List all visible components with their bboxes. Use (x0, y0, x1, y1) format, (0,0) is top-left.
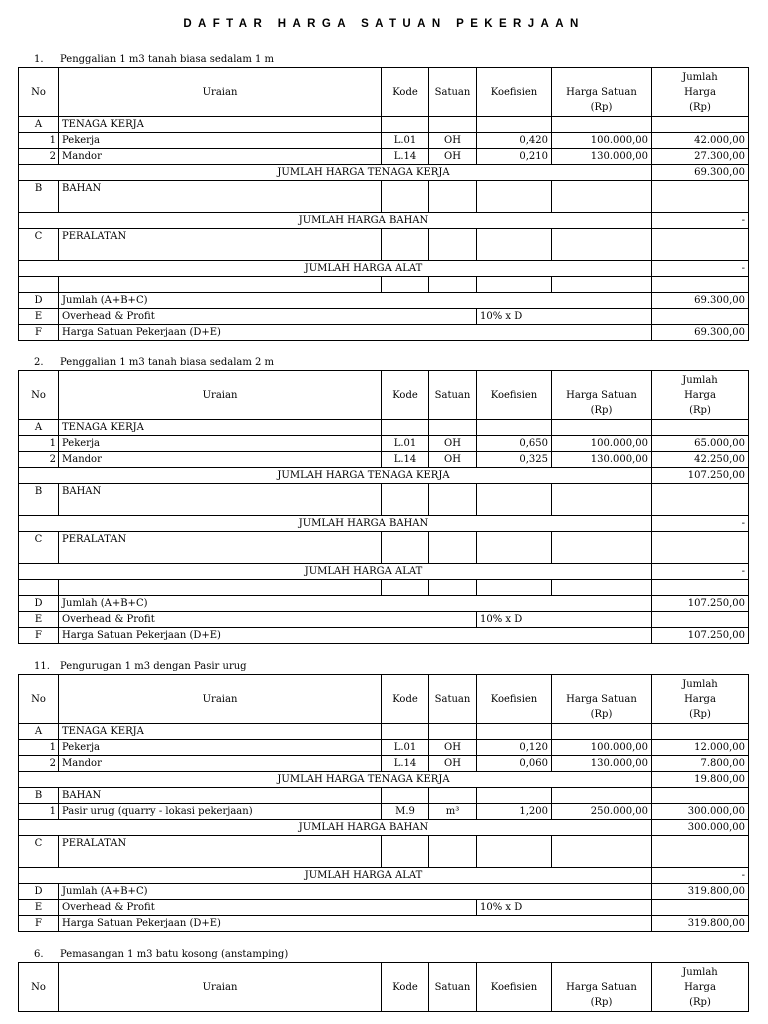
cost-table (18, 962, 749, 1012)
cost-table (18, 370, 749, 644)
section-number: 11. (34, 661, 50, 672)
header-kode: Kode (382, 371, 429, 420)
subtotal-row-alat: JUMLAH HARGA ALAT - (19, 564, 749, 580)
header-harga-satuan: Harga Satuan (Rp) (552, 68, 652, 117)
section-heading (18, 660, 749, 674)
header-row (19, 963, 749, 1012)
header-uraian: Uraian (59, 371, 382, 420)
total-row-d: D Jumlah (A+B+C) 69.300,00 (19, 293, 749, 309)
cost-table (18, 67, 749, 341)
total-row-f: F Harga Satuan Pekerjaan (D+E) 107.250,00 (19, 628, 749, 644)
header-no: No (19, 963, 59, 1012)
header-uraian: Uraian (59, 68, 382, 117)
table-row: 1 Pekerja L.01 OH 0,120 100.000,00 12.000,00 (19, 740, 749, 756)
section-1 (18, 53, 749, 341)
group-row-peralatan: C PERALATAN (19, 836, 749, 868)
table-row: 1 Pekerja L.01 OH 0,650 100.000,00 65.000,00 (19, 436, 749, 452)
section-heading (18, 356, 749, 370)
header-satuan: Satuan (429, 371, 477, 420)
page-title: DAFTAR HARGA SATUAN PEKERJAAN (183, 18, 585, 30)
total-row-e: E Overhead & Profit 10% x D (19, 309, 749, 325)
group-row-bahan: B BAHAN (19, 788, 749, 804)
header-harga-satuan: Harga Satuan (Rp) (552, 675, 652, 724)
section-11 (18, 660, 749, 932)
group-row-bahan: B BAHAN (19, 484, 749, 516)
total-row-e: E Overhead & Profit 10% x D (19, 612, 749, 628)
header-kode: Kode (382, 963, 429, 1012)
total-row-e: E Overhead & Profit 10% x D (19, 900, 749, 916)
total-row-d: D Jumlah (A+B+C) 319.800,00 (19, 884, 749, 900)
header-row (19, 675, 749, 724)
section-name: Penggalian 1 m3 tanah biasa sedalam 2 m (60, 357, 275, 368)
subtotal-row-bahan: JUMLAH HARGA BAHAN 300.000,00 (19, 820, 749, 836)
table-row: 1 Pekerja L.01 OH 0,420 100.000,00 42.000,00 (19, 133, 749, 149)
header-uraian: Uraian (59, 963, 382, 1012)
total-row-f: F Harga Satuan Pekerjaan (D+E) 319.800,00 (19, 916, 749, 932)
subtotal-row-bahan: JUMLAH HARGA BAHAN - (19, 516, 749, 532)
section-name: Pengurugan 1 m3 dengan Pasir urug (60, 661, 247, 672)
header-jumlah-harga: Jumlah Harga (Rp) (652, 963, 749, 1012)
header-satuan: Satuan (429, 68, 477, 117)
header-harga-satuan: Harga Satuan (Rp) (552, 963, 652, 1012)
section-2 (18, 356, 749, 644)
spacer-row (19, 277, 749, 293)
header-row (19, 371, 749, 420)
total-row-f: F Harga Satuan Pekerjaan (D+E) 69.300,00 (19, 325, 749, 341)
header-jumlah-harga: Jumlah Harga (Rp) (652, 675, 749, 724)
section-6 (18, 948, 749, 1012)
section-number: 2. (34, 357, 44, 368)
subtotal-row-alat: JUMLAH HARGA ALAT - (19, 868, 749, 884)
header-jumlah-harga: Jumlah Harga (Rp) (652, 68, 749, 117)
subtotal-row-tenaga: JUMLAH HARGA TENAGA KERJA 107.250,00 (19, 468, 749, 484)
table-row: 2 Mandor L.14 OH 0,060 130.000,00 7.800,00 (19, 756, 749, 772)
header-row (19, 68, 749, 117)
section-number: 1. (34, 54, 44, 65)
header-harga-satuan: Harga Satuan (Rp) (552, 371, 652, 420)
header-uraian: Uraian (59, 675, 382, 724)
header-no: No (19, 68, 59, 117)
header-koefisien: Koefisien (477, 963, 552, 1012)
header-koefisien: Koefisien (477, 675, 552, 724)
table-row: 1 Pasir urug (quarry - lokasi pekerjaan) M.9 m³ 1,200 250.000,00 300.000,00 (19, 804, 749, 820)
group-row-peralatan: C PERALATAN (19, 532, 749, 564)
header-jumlah-harga: Jumlah Harga (Rp) (652, 371, 749, 420)
header-satuan: Satuan (429, 675, 477, 724)
subtotal-row-alat: JUMLAH HARGA ALAT - (19, 261, 749, 277)
group-row-tenaga: A TENAGA KERJA (19, 117, 749, 133)
section-number: 6. (34, 949, 44, 960)
group-row-peralatan: C PERALATAN (19, 229, 749, 261)
subtotal-row-bahan: JUMLAH HARGA BAHAN - (19, 213, 749, 229)
header-koefisien: Koefisien (477, 371, 552, 420)
header-koefisien: Koefisien (477, 68, 552, 117)
header-no: No (19, 371, 59, 420)
section-name: Penggalian 1 m3 tanah biasa sedalam 1 m (60, 54, 275, 65)
section-name: Pemasangan 1 m3 batu kosong (anstamping) (60, 949, 289, 960)
header-kode: Kode (382, 675, 429, 724)
table-row: 2 Mandor L.14 OH 0,210 130.000,00 27.300,00 (19, 149, 749, 165)
subtotal-row-tenaga: JUMLAH HARGA TENAGA KERJA 69.300,00 (19, 165, 749, 181)
header-kode: Kode (382, 68, 429, 117)
group-row-tenaga: A TENAGA KERJA (19, 420, 749, 436)
table-row: 2 Mandor L.14 OH 0,325 130.000,00 42.250,00 (19, 452, 749, 468)
cost-table (18, 674, 749, 932)
section-heading (18, 53, 749, 67)
group-row-tenaga: A TENAGA KERJA (19, 724, 749, 740)
total-row-d: D Jumlah (A+B+C) 107.250,00 (19, 596, 749, 612)
header-no: No (19, 675, 59, 724)
subtotal-row-tenaga: JUMLAH HARGA TENAGA KERJA 19.800,00 (19, 772, 749, 788)
section-heading (18, 948, 749, 962)
header-satuan: Satuan (429, 963, 477, 1012)
spacer-row (19, 580, 749, 596)
group-row-bahan: B BAHAN (19, 181, 749, 213)
